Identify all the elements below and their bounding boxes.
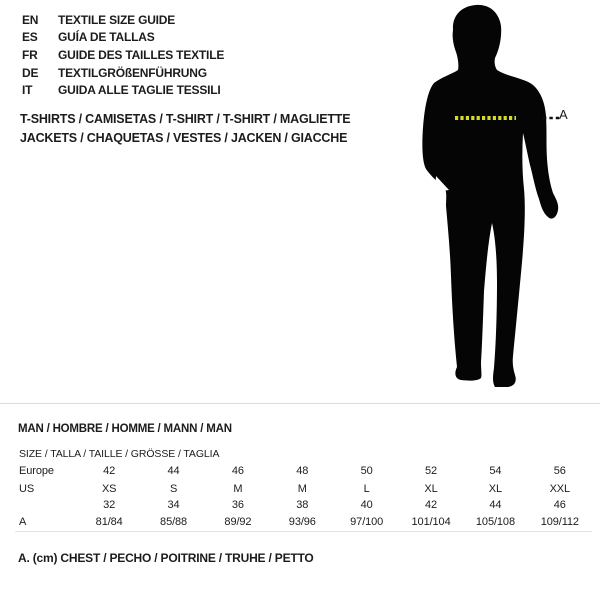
size-cell: M — [233, 482, 243, 495]
language-code: ES — [22, 30, 38, 45]
size-table — [15, 447, 592, 532]
row-label: Europe — [19, 465, 54, 477]
language-list — [22, 11, 224, 99]
size-cell: 54 — [489, 465, 502, 477]
size-cell: 34 — [167, 499, 180, 511]
size-cell: 105/108 — [475, 516, 515, 528]
size-cell: XXL — [549, 482, 571, 495]
size-cell: 48 — [296, 465, 309, 477]
size-cell: 109/112 — [540, 516, 579, 528]
category-line-jackets: JACKETS / CHAQUETAS / VESTES / JACKEN / GIACCHE — [20, 130, 348, 145]
size-cell: S — [169, 482, 178, 495]
size-cell: 44 — [489, 499, 502, 511]
table-row-europe — [15, 462, 592, 480]
size-cell: XL — [424, 482, 438, 495]
language-label: TEXTILE SIZE GUIDE — [58, 12, 176, 27]
table-row-chest-cm — [15, 513, 592, 532]
measure-label-a: A — [559, 107, 568, 122]
size-cell: 52 — [425, 465, 438, 477]
language-label: GUIDE DES TAILLES TEXTILE — [58, 47, 225, 62]
language-row — [22, 11, 224, 29]
size-cell: 42 — [103, 465, 116, 477]
size-cell: 38 — [296, 499, 309, 511]
language-code: EN — [22, 12, 39, 27]
size-cell: 56 — [553, 465, 566, 477]
size-cell: 46 — [553, 499, 566, 511]
size-cell: XS — [101, 482, 117, 495]
size-cell: 97/100 — [350, 516, 384, 528]
language-row — [22, 46, 224, 64]
table-row-us-letter — [15, 480, 592, 497]
size-cell: 32 — [103, 499, 116, 511]
size-cell: 40 — [360, 499, 373, 511]
size-cell: L — [363, 482, 370, 495]
size-cell: 42 — [425, 499, 438, 511]
size-cell: 89/92 — [224, 516, 252, 528]
horizontal-divider — [0, 403, 600, 404]
garment-categories — [20, 110, 350, 147]
language-label: GUÍA DE TALLAS — [58, 30, 155, 45]
size-cell: 85/88 — [160, 516, 188, 528]
language-code: IT — [22, 83, 33, 98]
section-title-man: MAN / HOMBRE / HOMME / MANN / MAN — [18, 423, 232, 435]
size-cell: 101/104 — [411, 516, 451, 528]
man-silhouette-figure — [395, 0, 600, 410]
size-cell: M — [297, 482, 307, 495]
language-label: GUIDA ALLE TAGLIE TESSILI — [58, 83, 221, 98]
size-cell: 50 — [360, 465, 373, 477]
size-table-header: SIZE / TALLA / TAILLE / GRÖSSE / TAGLIA — [19, 448, 220, 460]
language-code: DE — [22, 65, 39, 80]
size-cell: XL — [488, 482, 503, 495]
man-silhouette-shape — [422, 5, 558, 387]
language-label: TEXTILGRÖßENFÜHRUNG — [58, 65, 207, 80]
measurement-footnote: A. (cm) CHEST / PECHO / POITRINE / TRUHE / PETTO — [18, 551, 314, 565]
size-cell: 93/96 — [288, 516, 316, 528]
language-row — [22, 29, 224, 47]
language-row — [22, 64, 224, 82]
category-line-tshirts: T-SHIRTS / CAMISETAS / T-SHIRT / T-SHIRT / MAGLIETTE — [20, 112, 351, 126]
table-row-us-numeric — [15, 497, 592, 513]
man-silhouette-svg — [395, 0, 600, 410]
size-cell: 46 — [231, 465, 244, 477]
row-label: US — [19, 482, 35, 495]
size-cell: 36 — [231, 499, 244, 511]
language-code: FR — [22, 47, 38, 62]
row-label: A — [19, 516, 27, 528]
language-row — [22, 81, 224, 99]
size-cell: 44 — [167, 465, 180, 477]
size-cell: 81/84 — [95, 516, 123, 528]
